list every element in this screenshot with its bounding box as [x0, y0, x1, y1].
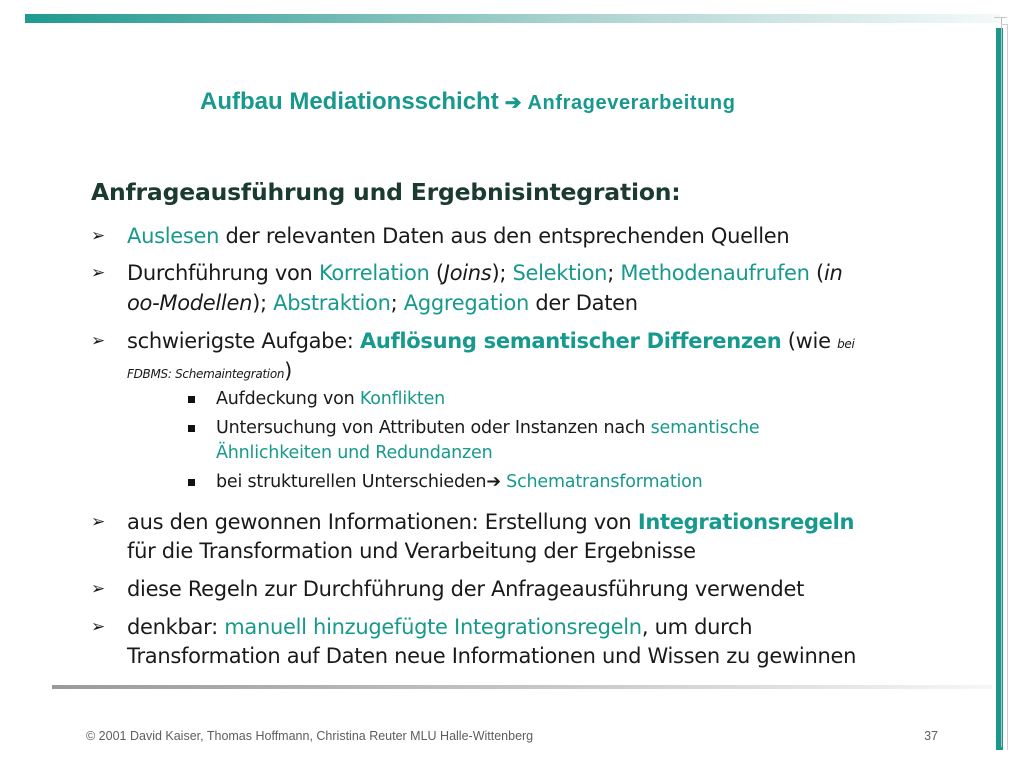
- frame-line: [1007, 24, 1008, 750]
- bullet-arrow-icon: ➢: [91, 226, 106, 246]
- sub-bullet-text: Untersuchung von Attributen oder Instanzen nach semantische: [216, 418, 760, 438]
- title-sub: Anfrageverarbeitung: [527, 92, 736, 114]
- arrow-icon: ➔: [486, 472, 501, 492]
- bullet-text: Durchführung von Korrelation (Joins); Selektion; Methodenaufrufen (in: [127, 261, 843, 285]
- slide-title: [200, 88, 736, 116]
- square-bullet-icon: [188, 396, 195, 403]
- bullet-arrow-icon: ➢: [91, 331, 106, 351]
- bullet-text: Auslesen der relevanten Daten aus den entsprechenden Quellen: [127, 224, 790, 248]
- footer-copyright: © 2001 David Kaiser, Thomas Hoffmann, Christina Reuter MLU Halle-Wittenberg: [86, 729, 534, 743]
- top-gradient-bar: [25, 14, 1000, 23]
- bullet-arrow-icon: ➢: [91, 617, 106, 637]
- sub-bullet-text: Ähnlichkeiten und Redundanzen: [216, 443, 493, 463]
- footer-divider: [52, 685, 992, 689]
- title-main: Aufbau Mediationsschicht: [200, 88, 499, 115]
- sub-bullet-text: bei strukturellen Unterschieden➔ Schematransformation: [216, 472, 703, 492]
- bullet-text: schwierigste Aufgabe: Auflösung semantischer Differenzen (wie bei: [127, 329, 855, 353]
- bullet-text: für die Transformation und Verarbeitung der Ergebnisse: [127, 539, 696, 563]
- bullet-text: Transformation auf Daten neue Informationen und Wissen zu gewinnen: [127, 644, 857, 668]
- bullet-arrow-icon: ➢: [91, 512, 106, 532]
- bullet-text: oo-Modellen); Abstraktion; Aggregation der Daten: [127, 291, 638, 315]
- sub-bullet-text: Aufdeckung von Konflikten: [216, 389, 446, 409]
- frame-line: [1001, 24, 1008, 25]
- bullet-text: FDBMS: Schemaintegration): [127, 359, 293, 383]
- page-number: 37: [924, 729, 938, 743]
- bullet-arrow-icon: ➢: [91, 579, 106, 599]
- bullet-text: aus den gewonnen Informationen: Erstellung von Integrationsregeln: [127, 510, 855, 534]
- bullet-text: diese Regeln zur Durchführung der Anfrageausführung verwendet: [127, 577, 805, 601]
- bullet-arrow-icon: ➢: [91, 263, 106, 283]
- arrow-icon: ➔: [504, 92, 522, 114]
- square-bullet-icon: [188, 425, 195, 432]
- square-bullet-icon: [188, 479, 195, 486]
- bullet-text: denkbar: manuell hinzugefügte Integrationsregeln, um durch: [127, 615, 753, 639]
- frame-line: [1001, 17, 1002, 747]
- section-heading: Anfrageausführung und Ergebnisintegration:: [91, 178, 681, 206]
